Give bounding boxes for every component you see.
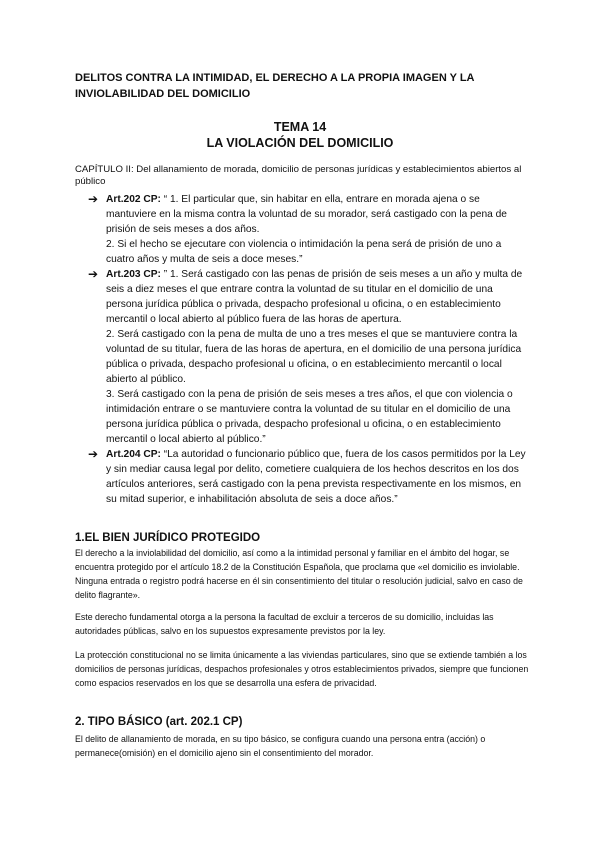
arrow-right-icon: ➔ — [88, 192, 99, 206]
article-203 — [88, 267, 528, 447]
tema-number: TEMA 14 — [273, 120, 327, 134]
article-202-p1 — [106, 192, 528, 237]
article-202-p2: 2. Si el hecho se ejecutare con violencia o intimidación la pena será de prisión de uno a cuatro años y multa de seis a doce meses.” — [106, 239, 502, 265]
article-text: ” 1. Será castigado con las penas de prisión de seis meses a un año y multa de seis a diez meses el que entrare contra la voluntad de su titular en el domicilio de una persona jurídica pública o privada, despacho profesional u oficina, o en establecimiento mercantil o local abierto al público fuera de las horas de apertura. — [106, 269, 523, 325]
section-1-title: 1.EL BIEN JURÍDICO PROTEGIDO — [75, 532, 261, 544]
section-1-paragraph-3: La protección constitucional no se limita únicamente a las viviendas particulares, sino que se extiende también a los domicilios de personas jurídicas, despachos profesionales y otros establecimientos privados, siempre que funcionen como espacios reservados en los que se desarrolla una esfera de privacidad. — [75, 650, 529, 688]
section-2-paragraph-1: El delito de allanamiento de morada, en su tipo básico, se configura cuando una persona entra (acción) o permanece(omisión) en el domicilio ajeno sin el consentimiento del morador. — [75, 734, 486, 758]
section-2-title: 2. TIPO BÁSICO (art. 202.1 CP) — [75, 716, 243, 728]
article-label: Art.204 CP: — [106, 449, 161, 460]
article-203-p1 — [106, 267, 528, 327]
chapter-heading: CAPÍTULO II: Del allanamiento de morada, domicilio de personas jurídicas y establecimientos abiertos al público — [75, 164, 522, 187]
tema-title: LA VIOLACIÓN DEL DOMICILIO — [206, 136, 394, 150]
article-label: Art.203 CP: — [106, 269, 161, 280]
article-204-p1 — [106, 447, 528, 507]
document-header-title: DELITOS CONTRA LA INTIMIDAD, EL DERECHO A LA PROPIA IMAGEN Y LA INVIOLABILIDAD DEL DOMICILIO — [75, 72, 475, 100]
arrow-right-icon: ➔ — [88, 267, 99, 281]
article-label: Art.202 CP: — [106, 194, 161, 205]
section-1-paragraph-1: El derecho a la inviolabilidad del domicilio, así como a la intimidad personal y familiar en el ámbito del hogar, se encuentra protegido por el artículo 18.2 de la Constitución Española, que proclama que «el domicilio es inviolable. Ninguna entrada o registro podrá hacerse en él sin consentimiento del titular o resolución judicial, salvo en caso de delito flagrante». — [75, 548, 523, 600]
article-203-p3: 3. Será castigado con la pena de prisión de seis meses a tres años, el que con violencia o intimidación entrare o se mantuviere contra la voluntad de su titular en el domicilio de una persona jurídica pública o privada, despacho profesional u oficina, o en establecimiento mercantil o local abierto al público.” — [106, 389, 513, 445]
article-202 — [88, 192, 528, 267]
article-203-p2: 2. Será castigado con la pena de multa de uno a tres meses el que se mantuviere contra la voluntad de su titular, fuera de las horas de apertura, en el domicilio de una persona jurídica pública o privada, despacho profesional u oficina, o en establecimiento mercantil o local abierto al público. — [106, 329, 522, 385]
section-1-paragraph-2: Este derecho fundamental otorga a la persona la facultad de excluir a terceros de su domicilio, incluidas las autoridades públicas, salvo en los supuestos expresamente previstos por la ley. — [75, 612, 494, 636]
article-204 — [88, 447, 528, 507]
arrow-right-icon: ➔ — [88, 447, 99, 461]
article-text: “La autoridad o funcionario público que, fuera de los casos permitidos por la Ley y sin mediar causa legal por delito, cometiere cualquiera de los hechos descritos en los dos artículos anteriores, será castigado con la pena prevista respectivamente en los mismos, en su mitad superior, e inhabilitación absoluta de seis a doce años.” — [106, 449, 526, 505]
article-list — [88, 192, 528, 507]
article-text: “ 1. El particular que, sin habitar en ella, entrare en morada ajena o se mantuviere en la misma contra la voluntad de su morador, será castigado con la pena de prisión de seis meses a dos años. — [106, 194, 507, 235]
